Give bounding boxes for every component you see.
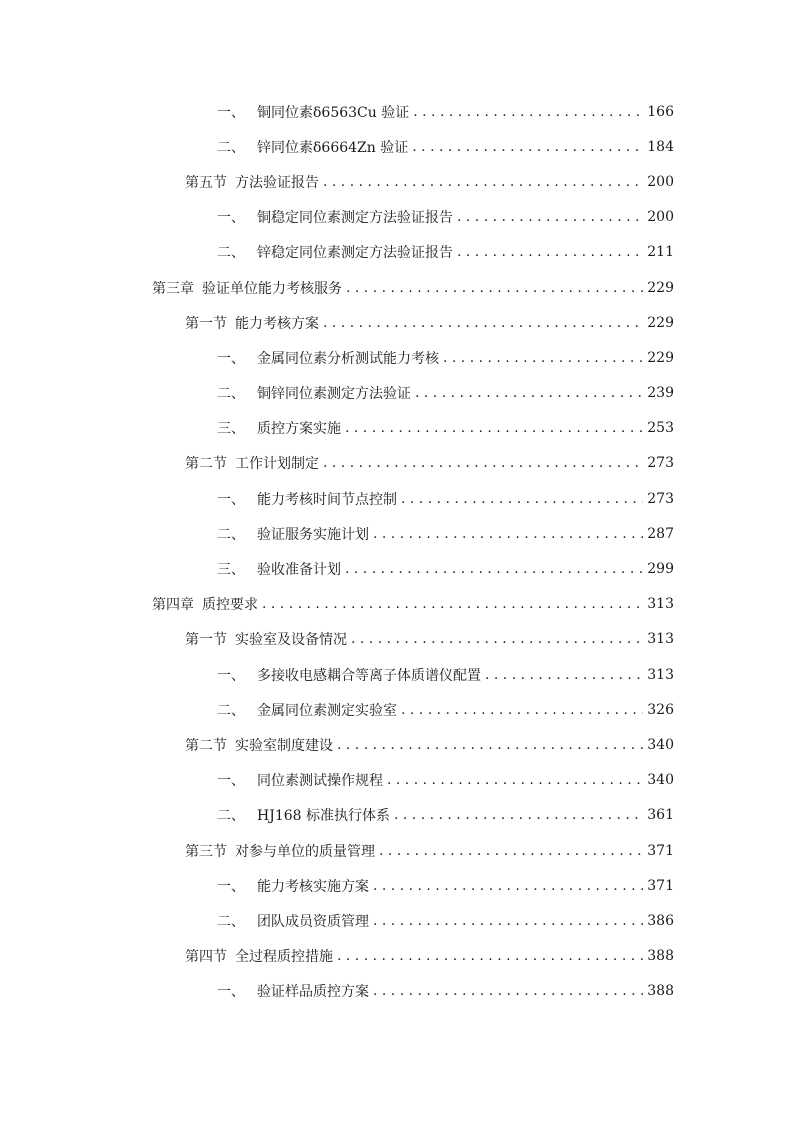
toc-entry-number: 二、: [217, 808, 245, 825]
toc-page-number: 326: [647, 701, 674, 718]
toc-entry[interactable]: [0, 516, 793, 551]
toc-page-number: 229: [647, 279, 674, 296]
toc-entry-line: [217, 798, 674, 833]
toc-entry-title: 验证单位能力考核服务: [202, 280, 342, 297]
dot-leader: [457, 209, 643, 225]
toc-entry-number: 三、: [217, 562, 245, 579]
toc-entry-line: [217, 551, 674, 586]
toc-entry-title: 铜稳定同位素测定方法验证报告: [257, 210, 453, 227]
toc-entry[interactable]: [0, 164, 793, 199]
toc-entry-number: 第四章: [152, 597, 194, 614]
toc-entry-title: 质控要求: [202, 597, 258, 614]
toc-entry-line: [217, 376, 674, 411]
toc-entry-number: 第三章: [152, 280, 194, 297]
toc-page-number: 211: [647, 244, 674, 261]
toc-entry[interactable]: [0, 94, 793, 129]
toc-entry-number: 二、: [217, 702, 245, 719]
toc-page-number: 253: [647, 420, 674, 437]
toc-entry-title: 能力考核方案: [235, 315, 319, 332]
toc-entry[interactable]: [0, 129, 793, 164]
toc-entry-title: 团队成员资质管理: [257, 913, 369, 930]
toc-entry[interactable]: [0, 657, 793, 692]
toc-entry-line: [185, 446, 674, 481]
toc-entry[interactable]: [0, 587, 793, 622]
toc-entry-line: [185, 164, 674, 199]
toc-entry[interactable]: [0, 305, 793, 340]
toc-entry-number: 第一节: [185, 632, 227, 649]
toc-entry[interactable]: [0, 798, 793, 833]
dot-leader: [346, 280, 643, 296]
toc-page-number: 166: [647, 103, 674, 120]
toc-entry[interactable]: [0, 235, 793, 270]
toc-entry[interactable]: [0, 446, 793, 481]
toc-entry-line: [185, 727, 674, 762]
toc-page-number: 386: [647, 912, 674, 929]
dot-leader: [373, 913, 643, 929]
toc-entry[interactable]: [0, 376, 793, 411]
toc-entry-number: 第五节: [185, 174, 227, 191]
toc-page-number: 371: [647, 842, 674, 859]
toc-entry-line: [217, 657, 674, 692]
toc-entry-line: [217, 868, 674, 903]
dot-leader: [373, 878, 643, 894]
toc-page-number: 388: [647, 948, 674, 965]
dot-leader: [415, 385, 643, 401]
toc-entry-line: [185, 833, 674, 868]
toc-entry-number: 一、: [217, 773, 245, 790]
toc-entry-title: 金属同位素测定实验室: [257, 702, 397, 719]
dot-leader: [345, 420, 643, 436]
toc-page-number: 371: [647, 877, 674, 894]
toc-page-number: 340: [647, 772, 674, 789]
toc-entry-line: [217, 903, 674, 938]
toc-entry-number: 一、: [217, 491, 245, 508]
toc-entry-number: 第二节: [185, 456, 227, 473]
toc-entry-title: 金属同位素分析测试能力考核: [257, 350, 439, 367]
toc-entry-line: [185, 305, 674, 340]
toc-entry-line: [217, 763, 674, 798]
toc-entry-line: [217, 94, 674, 129]
toc-entry-number: 二、: [217, 913, 245, 930]
toc-entry-title: 铜锌同位素测定方法验证: [257, 386, 411, 403]
toc-entry-number: 一、: [217, 667, 245, 684]
toc-entry-line: [217, 974, 674, 1009]
dot-leader: [345, 561, 643, 577]
toc-entry[interactable]: [0, 200, 793, 235]
toc-entry-line: [217, 516, 674, 551]
dot-leader: [351, 631, 643, 647]
toc-entry-title: 质控方案实施: [257, 421, 341, 438]
toc-entry-number: 一、: [217, 878, 245, 895]
dot-leader: [373, 526, 643, 542]
toc-page-number: 287: [647, 525, 674, 542]
toc-page-number: 299: [647, 561, 674, 578]
toc-entry-number: 第四节: [185, 949, 227, 966]
toc-entry-title: 多接收电感耦合等离子体质谱仪配置: [257, 667, 481, 684]
toc-entry[interactable]: [0, 692, 793, 727]
dot-leader: [394, 807, 643, 823]
toc-entry-title: 实验室及设备情况: [235, 632, 347, 649]
toc-entry-title: 对参与单位的质量管理: [235, 843, 375, 860]
toc-entry[interactable]: [0, 939, 793, 974]
toc-entry-line: [152, 270, 674, 305]
toc-entry[interactable]: [0, 622, 793, 657]
toc-entry-number: 一、: [217, 984, 245, 1001]
toc-page-number: 184: [647, 138, 674, 155]
toc-entry[interactable]: [0, 727, 793, 762]
dot-leader: [262, 596, 643, 612]
dot-leader: [323, 174, 643, 190]
toc-entry-number: 第三节: [185, 843, 227, 860]
toc-entry[interactable]: [0, 340, 793, 375]
toc-entry-number: 一、: [217, 104, 245, 121]
toc-entry-title: 能力考核实施方案: [257, 878, 369, 895]
toc-entry-title: 验收准备计划: [257, 562, 341, 579]
toc-entry[interactable]: [0, 551, 793, 586]
toc-entry[interactable]: [0, 903, 793, 938]
toc-entry[interactable]: [0, 411, 793, 446]
toc-entry-line: [152, 587, 674, 622]
toc-page-number: 313: [647, 666, 674, 683]
toc-entry[interactable]: [0, 481, 793, 516]
toc-entry-title: 方法验证报告: [235, 174, 319, 191]
dot-leader: [412, 139, 643, 155]
toc-entry-title: 实验室制度建设: [235, 737, 333, 754]
dot-leader: [443, 350, 643, 366]
dot-leader: [387, 772, 643, 788]
toc-entry-title: 全过程质控措施: [235, 949, 333, 966]
toc-entry[interactable]: [0, 868, 793, 903]
toc-page-number: 273: [647, 455, 674, 472]
toc-page-number: 313: [647, 596, 674, 613]
toc-entry-title: 验证样品质控方案: [257, 984, 369, 1001]
toc-entry[interactable]: [0, 974, 793, 1009]
toc-page-number: 229: [647, 314, 674, 331]
toc-entry-title: 工作计划制定: [235, 456, 319, 473]
toc-page-number: 200: [647, 209, 674, 226]
toc-entry-line: [217, 692, 674, 727]
toc-entry-number: 第一节: [185, 315, 227, 332]
dot-leader: [323, 455, 643, 471]
toc-entry-title: 锌稳定同位素测定方法验证报告: [257, 245, 453, 262]
dot-leader: [401, 702, 643, 718]
toc-page-number: 361: [647, 807, 674, 824]
toc-page-number: 229: [647, 349, 674, 366]
dot-leader: [323, 315, 643, 331]
toc-entry-line: [185, 939, 674, 974]
toc-entry-number: 二、: [217, 139, 245, 156]
toc-entry-title: 能力考核时间节点控制: [257, 491, 397, 508]
toc-entry-title: 同位素测试操作规程: [257, 773, 383, 790]
toc-entry-title: HJ168 标准执行体系: [257, 808, 390, 825]
toc-entry[interactable]: [0, 833, 793, 868]
toc-entry-title: 验证服务实施计划: [257, 526, 369, 543]
dot-leader: [401, 491, 643, 507]
toc-entry-title: 锌同位素δ6664Zn 验证: [257, 139, 409, 156]
toc-page-number: 313: [647, 631, 674, 648]
toc-entry-line: [217, 235, 674, 270]
dot-leader: [379, 843, 643, 859]
toc-entry-line: [217, 200, 674, 235]
dot-leader: [373, 983, 643, 999]
toc-entry-number: 一、: [217, 350, 245, 367]
table-of-contents: [0, 94, 793, 1009]
dot-leader: [413, 104, 643, 120]
toc-entry-number: 第二节: [185, 737, 227, 754]
toc-page-number: 273: [647, 490, 674, 507]
toc-entry-line: [217, 340, 674, 375]
toc-page-number: 200: [647, 173, 674, 190]
toc-entry[interactable]: [0, 270, 793, 305]
toc-entry-number: 二、: [217, 245, 245, 262]
toc-entry-line: [217, 411, 674, 446]
toc-page-number: 388: [647, 983, 674, 1000]
toc-entry-line: [185, 622, 674, 657]
toc-entry-number: 二、: [217, 386, 245, 403]
dot-leader: [337, 737, 643, 753]
toc-entry-title: 铜同位素δ6563Cu 验证: [257, 104, 410, 121]
toc-entry-number: 二、: [217, 526, 245, 543]
toc-entry-number: 三、: [217, 421, 245, 438]
dot-leader: [337, 948, 643, 964]
toc-page-number: 340: [647, 736, 674, 753]
toc-entry-line: [217, 129, 674, 164]
dot-leader: [457, 244, 643, 260]
toc-entry-line: [217, 481, 674, 516]
toc-page-number: 239: [647, 385, 674, 402]
toc-entry-number: 一、: [217, 210, 245, 227]
dot-leader: [485, 667, 643, 683]
toc-entry[interactable]: [0, 763, 793, 798]
